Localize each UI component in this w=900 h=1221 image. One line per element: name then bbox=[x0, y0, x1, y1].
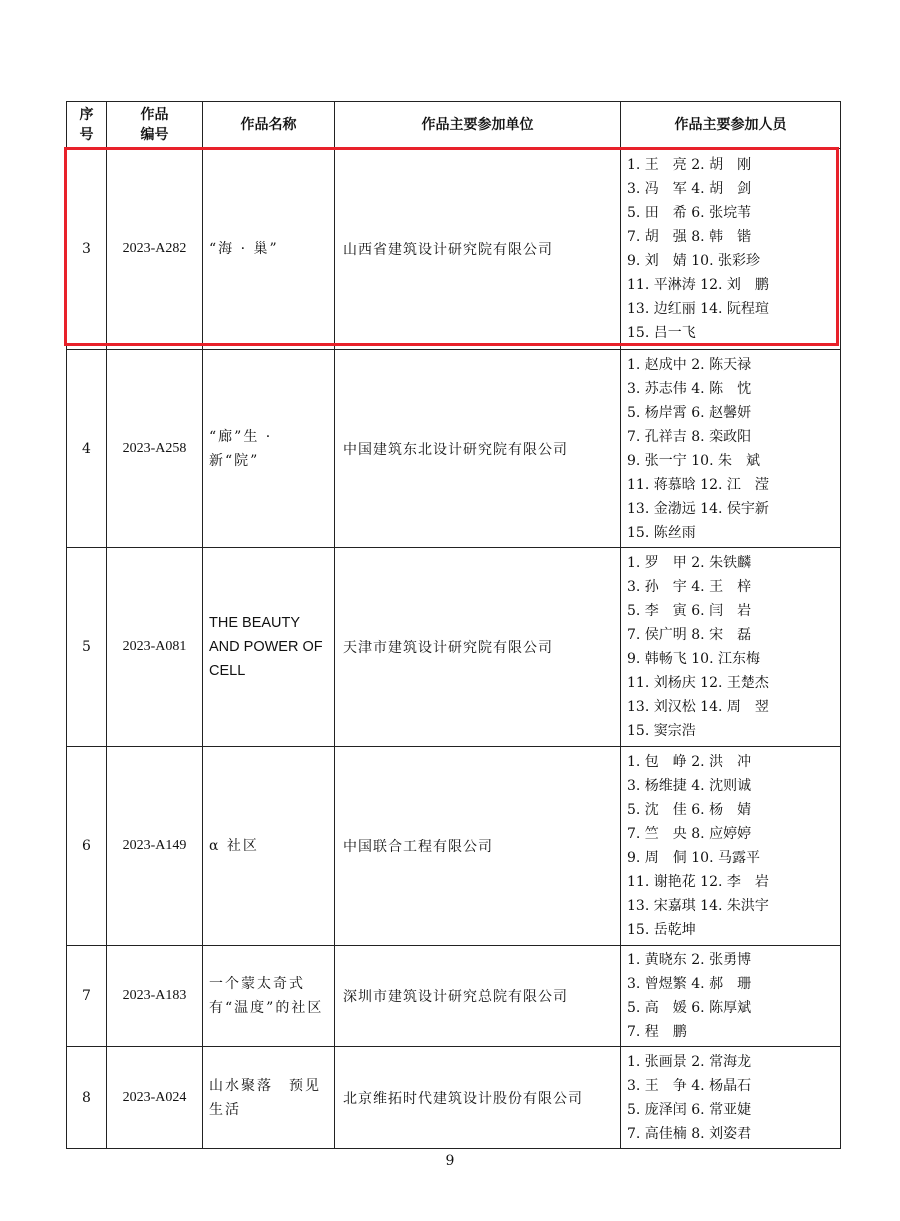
row-unit: 北京维拓时代建筑设计股份有限公司 bbox=[335, 1047, 621, 1149]
people-line: 7. 胡 强 8. 韩 锴 bbox=[627, 229, 752, 245]
people-line: 1. 赵成中 2. 陈天禄 bbox=[627, 356, 752, 373]
row-work-name: “海 · 巢” bbox=[203, 149, 335, 350]
people-line: 1. 罗 甲 2. 朱铁麟 bbox=[627, 555, 752, 571]
people-line: 13. 刘汉松 14. 周 翌 bbox=[627, 699, 769, 715]
header-seq: 序 号 bbox=[67, 102, 107, 149]
people-line: 15. 陈丝雨 bbox=[627, 524, 696, 541]
table-row bbox=[67, 149, 841, 350]
people-line: 5. 田 希 6. 张垸苇 bbox=[627, 205, 752, 221]
people-line: 13. 边红丽 14. 阮程瑄 bbox=[627, 301, 769, 317]
row-seq: 8 bbox=[67, 1047, 107, 1149]
people-line: 1. 包 峥 2. 洪 冲 bbox=[627, 754, 752, 770]
award-table bbox=[66, 101, 841, 1149]
table-row bbox=[67, 350, 841, 548]
table-row bbox=[67, 1047, 841, 1149]
people-line: 7. 侯广明 8. 宋 磊 bbox=[627, 627, 752, 643]
people-line: 11. 谢艳花 12. 李 岩 bbox=[627, 874, 769, 890]
people-line: 5. 庞泽闰 6. 常亚婕 bbox=[627, 1101, 752, 1118]
people-line: 5. 高 媛 6. 陈厚斌 bbox=[627, 1000, 752, 1016]
row-work-name: THE BEAUTY AND POWER OF CELL bbox=[203, 548, 335, 747]
people-line: 13. 宋嘉琪 14. 朱洪宇 bbox=[627, 898, 769, 914]
row-unit: 天津市建筑设计研究院有限公司 bbox=[335, 548, 621, 747]
row-code: 2023-A282 bbox=[107, 149, 203, 350]
people-line: 5. 沈 佳 6. 杨 婧 bbox=[627, 802, 752, 818]
row-code: 2023-A183 bbox=[107, 946, 203, 1047]
table-row bbox=[67, 548, 841, 747]
people-line: 3. 孙 宇 4. 王 梓 bbox=[627, 579, 752, 595]
header-row bbox=[67, 102, 841, 149]
people-line: 5. 杨岸霄 6. 赵馨妍 bbox=[627, 404, 752, 421]
people-line: 15. 窦宗浩 bbox=[627, 723, 696, 739]
row-code: 2023-A024 bbox=[107, 1047, 203, 1149]
row-code: 2023-A081 bbox=[107, 548, 203, 747]
people-line: 9. 张一宁 10. 朱 斌 bbox=[627, 452, 760, 469]
row-people bbox=[621, 1047, 841, 1149]
page-number: 9 bbox=[445, 1153, 455, 1169]
people-line: 1. 张画景 2. 常海龙 bbox=[627, 1053, 752, 1070]
row-work-name: α 社区 bbox=[203, 747, 335, 946]
row-people bbox=[621, 747, 841, 946]
header-name: 作品名称 bbox=[203, 102, 335, 149]
people-line: 7. 竺 央 8. 应婷婷 bbox=[627, 826, 752, 842]
row-work-name: 山水聚落 预见生活 bbox=[203, 1047, 335, 1149]
people-line: 3. 王 争 4. 杨晶石 bbox=[627, 1077, 752, 1094]
row-unit: 中国建筑东北设计研究院有限公司 bbox=[335, 350, 621, 548]
row-people bbox=[621, 350, 841, 548]
people-line: 7. 高佳楠 8. 刘姿君 bbox=[627, 1125, 752, 1142]
header-code: 作品 编号 bbox=[107, 102, 203, 149]
people-line: 1. 王 亮 2. 胡 刚 bbox=[627, 157, 752, 173]
table-row bbox=[67, 946, 841, 1047]
row-seq: 6 bbox=[67, 747, 107, 946]
row-people bbox=[621, 149, 841, 350]
people-line: 3. 杨维捷 4. 沈则诚 bbox=[627, 778, 752, 794]
row-unit: 深圳市建筑设计研究总院有限公司 bbox=[335, 946, 621, 1047]
people-line: 11. 平淋涛 12. 刘 鹏 bbox=[627, 277, 769, 293]
people-line: 3. 冯 军 4. 胡 剑 bbox=[627, 181, 752, 197]
people-line: 7. 孔祥吉 8. 栾政阳 bbox=[627, 428, 752, 445]
people-line: 3. 曾煜繁 4. 郝 珊 bbox=[627, 976, 752, 992]
people-line: 11. 蒋慕晗 12. 江 滢 bbox=[627, 476, 769, 493]
people-line: 15. 岳乾坤 bbox=[627, 922, 696, 938]
people-line: 7. 程 鹏 bbox=[627, 1024, 687, 1040]
row-unit: 中国联合工程有限公司 bbox=[335, 747, 621, 946]
row-seq: 7 bbox=[67, 946, 107, 1047]
table-row bbox=[67, 747, 841, 946]
people-line: 5. 李 寅 6. 闫 岩 bbox=[627, 603, 752, 619]
people-line: 9. 周 侗 10. 马露平 bbox=[627, 850, 760, 866]
people-line: 13. 金渤远 14. 侯宇新 bbox=[627, 500, 769, 517]
people-line: 11. 刘杨庆 12. 王楚杰 bbox=[627, 675, 769, 691]
header-people: 作品主要参加人员 bbox=[621, 102, 841, 149]
row-code: 2023-A258 bbox=[107, 350, 203, 548]
people-line: 1. 黄晓东 2. 张勇博 bbox=[627, 952, 752, 968]
row-people bbox=[621, 946, 841, 1047]
row-seq: 5 bbox=[67, 548, 107, 747]
row-people bbox=[621, 548, 841, 747]
people-line: 9. 刘 婧 10. 张彩珍 bbox=[627, 253, 760, 269]
people-line: 3. 苏志伟 4. 陈 忱 bbox=[627, 380, 752, 397]
row-work-name: “廊”生 · 新“院” bbox=[203, 350, 335, 548]
header-unit: 作品主要参加单位 bbox=[335, 102, 621, 149]
row-work-name: 一个蒙太奇式有“温度”的社区 bbox=[203, 946, 335, 1047]
people-line: 9. 韩畅飞 10. 江东梅 bbox=[627, 651, 760, 667]
people-line: 15. 吕一飞 bbox=[627, 325, 696, 341]
row-code: 2023-A149 bbox=[107, 747, 203, 946]
row-seq: 4 bbox=[67, 350, 107, 548]
row-seq: 3 bbox=[67, 149, 107, 350]
row-unit: 山西省建筑设计研究院有限公司 bbox=[335, 149, 621, 350]
